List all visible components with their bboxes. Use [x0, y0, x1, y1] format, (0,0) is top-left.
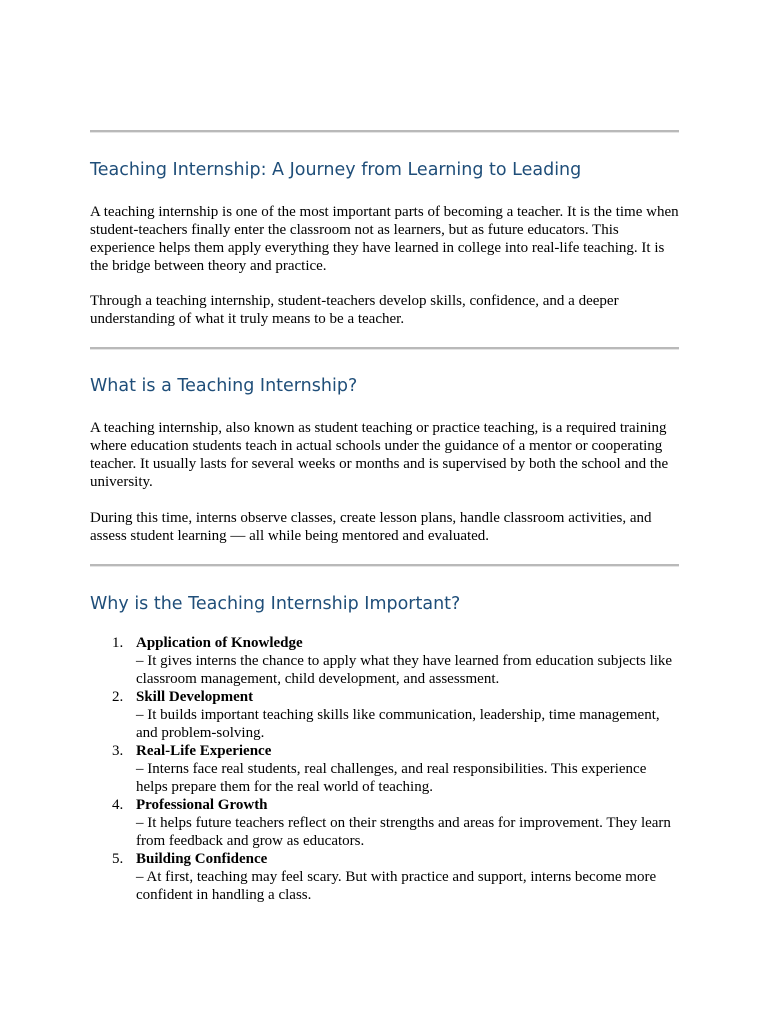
- horizontal-rule-2: [90, 564, 679, 567]
- list-item-number: 3.: [112, 743, 124, 759]
- horizontal-rule-1: [90, 347, 679, 350]
- intro-paragraph-2: Through a teaching internship, student-teachers develop skills, confidence, and a deeper understanding of what it truly means to be a teacher.: [90, 293, 619, 327]
- list-item-description: – It helps future teachers reflect on their strengths and areas for improvement. They learn from feedback and grow as educators.: [136, 815, 671, 849]
- list-item-number: 5.: [112, 851, 124, 867]
- intro-paragraph-1: A teaching internship is one of the most important parts of becoming a teacher. It is the time when student-teachers finally enter the classroom not as learners, but as future educators. This experience helps them apply everything they have learned in college into real-life teaching. It is the bridge between theory and practice.: [90, 204, 679, 274]
- list-item-description: – Interns face real students, real challenges, and real responsibilities. This experience helps prepare them for the real world of teaching.: [136, 761, 647, 795]
- section1-heading: What is a Teaching Internship?: [90, 376, 358, 396]
- section1-paragraph-2: During this time, interns observe classes, create lesson plans, handle classroom activities, and assess student learning — all while being mentored and evaluated.: [90, 510, 652, 544]
- list-item-title: Skill Development: [136, 689, 254, 705]
- horizontal-rule-top: [90, 130, 679, 133]
- list-item-number: 2.: [112, 689, 124, 705]
- list-item-description: – At first, teaching may feel scary. But with practice and support, interns become more confident in handling a class.: [136, 869, 657, 903]
- list-item: [90, 796, 679, 850]
- importance-list: [90, 634, 679, 904]
- list-item-title: Professional Growth: [136, 797, 268, 813]
- section1-paragraph-1: A teaching internship, also known as student teaching or practice teaching, is a required training where education students teach in actual schools under the guidance of a mentor or cooperating teacher. It usually lasts for several weeks or months and is supervised by both the school and the university.: [90, 420, 669, 490]
- list-item-description: – It gives interns the chance to apply what they have learned from education subjects like classroom management, child development, and assessment.: [136, 653, 673, 687]
- list-item-description: – It builds important teaching skills like communication, leadership, time management, and problem-solving.: [136, 707, 660, 741]
- list-item-number: 4.: [112, 797, 124, 813]
- list-item: [90, 634, 679, 688]
- list-item: [90, 688, 679, 742]
- list-item-title: Building Confidence: [136, 851, 268, 867]
- list-item: [90, 742, 679, 796]
- list-item: [90, 850, 679, 904]
- list-item-title: Application of Knowledge: [136, 635, 303, 651]
- section2-heading: Why is the Teaching Internship Important?: [90, 594, 461, 614]
- document-title: Teaching Internship: A Journey from Learning to Leading: [90, 160, 582, 180]
- list-item-number: 1.: [112, 635, 124, 651]
- list-item-title: Real-Life Experience: [136, 743, 272, 759]
